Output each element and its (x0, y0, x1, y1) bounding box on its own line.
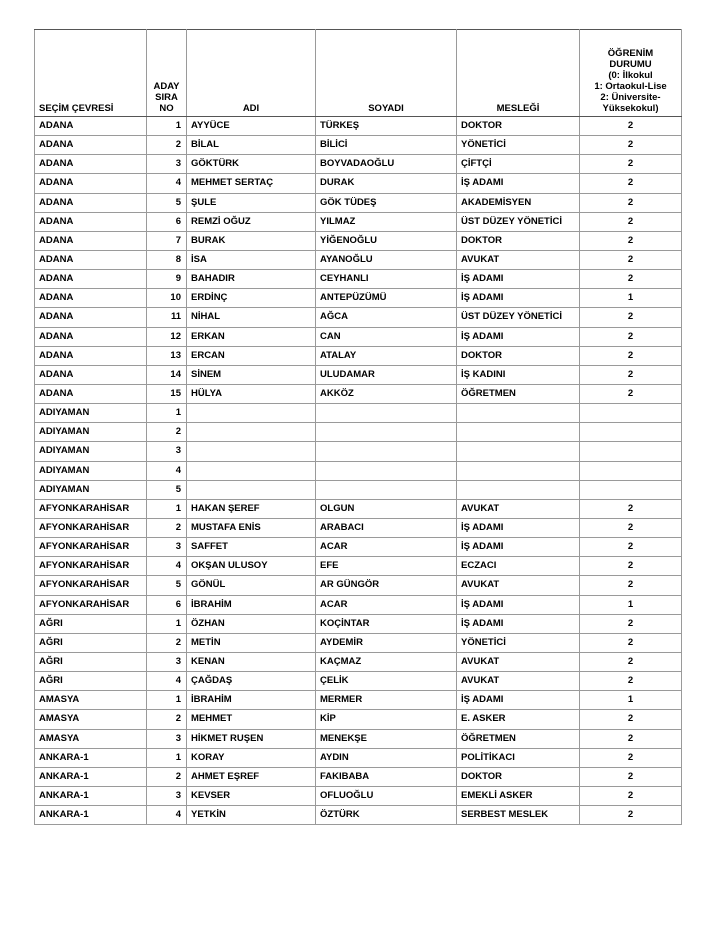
cell-sira-no: 2 (147, 136, 187, 155)
cell-sira-no: 2 (147, 423, 187, 442)
cell-ogrenim-durumu: 2 (580, 538, 682, 557)
table-row (35, 193, 682, 212)
header-ogrenim-line: 2: Üniversite- (600, 92, 661, 103)
cell-meslegi: İŞ ADAMI (457, 538, 580, 557)
cell-secim-cevresi: ANKARA-1 (35, 786, 147, 805)
cell-adi: AYYÜCE (187, 117, 316, 136)
cell-meslegi: YÖNETİCİ (457, 136, 580, 155)
cell-soyadi: ULUDAMAR (316, 365, 457, 384)
cell-meslegi: EMEKLİ ASKER (457, 786, 580, 805)
cell-secim-cevresi: ADIYAMAN (35, 480, 147, 499)
table-row (35, 289, 682, 308)
cell-ogrenim-durumu: 2 (580, 710, 682, 729)
cell-ogrenim-durumu: 2 (580, 633, 682, 652)
cell-adi: OKŞAN ULUSOY (187, 557, 316, 576)
cell-secim-cevresi: AMASYA (35, 691, 147, 710)
cell-soyadi: YILMAZ (316, 212, 457, 231)
cell-meslegi: DOKTOR (457, 767, 580, 786)
cell-ogrenim-durumu: 2 (580, 576, 682, 595)
cell-sira-no: 11 (147, 308, 187, 327)
cell-soyadi: MERMER (316, 691, 457, 710)
header-ogrenim-line: (0: İlkokul (608, 70, 653, 81)
cell-sira-no: 7 (147, 231, 187, 250)
cell-sira-no: 1 (147, 404, 187, 423)
cell-secim-cevresi: AFYONKARAHİSAR (35, 595, 147, 614)
table-row (35, 633, 682, 652)
cell-meslegi (457, 404, 580, 423)
cell-soyadi: ANTEPÜZÜMÜ (316, 289, 457, 308)
cell-meslegi: AKADEMİSYEN (457, 193, 580, 212)
cell-soyadi: OFLUOĞLU (316, 786, 457, 805)
cell-secim-cevresi: ADANA (35, 384, 147, 403)
header-soyadi: SOYADI (316, 30, 457, 117)
cell-meslegi: ÇİFTÇİ (457, 155, 580, 174)
cell-soyadi: KAÇMAZ (316, 652, 457, 671)
cell-adi: ŞULE (187, 193, 316, 212)
table-row (35, 231, 682, 250)
cell-adi: HÜLYA (187, 384, 316, 403)
cell-soyadi: BOYVADAOĞLU (316, 155, 457, 174)
cell-secim-cevresi: AMASYA (35, 729, 147, 748)
table-row (35, 767, 682, 786)
cell-adi: BAHADIR (187, 270, 316, 289)
cell-soyadi (316, 423, 457, 442)
cell-secim-cevresi: ADANA (35, 212, 147, 231)
table-row (35, 499, 682, 518)
cell-secim-cevresi: AĞRI (35, 652, 147, 671)
cell-meslegi: ÜST DÜZEY YÖNETİCİ (457, 212, 580, 231)
cell-secim-cevresi: ANKARA-1 (35, 748, 147, 767)
cell-soyadi: AYANOĞLU (316, 250, 457, 269)
cell-secim-cevresi: ADANA (35, 174, 147, 193)
cell-sira-no: 3 (147, 729, 187, 748)
table-row (35, 691, 682, 710)
cell-ogrenim-durumu: 2 (580, 499, 682, 518)
candidate-table (34, 29, 682, 825)
table-row (35, 404, 682, 423)
table-row (35, 518, 682, 537)
cell-secim-cevresi: ADANA (35, 117, 147, 136)
cell-adi: GÖNÜL (187, 576, 316, 595)
header-aday-sira-no (147, 30, 187, 117)
table-row (35, 652, 682, 671)
cell-soyadi (316, 442, 457, 461)
table-row (35, 595, 682, 614)
cell-soyadi: ÖZTÜRK (316, 806, 457, 825)
cell-secim-cevresi: AFYONKARAHİSAR (35, 557, 147, 576)
cell-secim-cevresi: AFYONKARAHİSAR (35, 538, 147, 557)
cell-meslegi: ÖĞRETMEN (457, 384, 580, 403)
table-row (35, 250, 682, 269)
cell-meslegi: İŞ KADINI (457, 365, 580, 384)
cell-soyadi: AYDIN (316, 748, 457, 767)
cell-secim-cevresi: ADANA (35, 250, 147, 269)
cell-ogrenim-durumu: 2 (580, 250, 682, 269)
cell-ogrenim-durumu: 2 (580, 557, 682, 576)
cell-secim-cevresi: ADANA (35, 308, 147, 327)
cell-adi: SİNEM (187, 365, 316, 384)
cell-meslegi: SERBEST MESLEK (457, 806, 580, 825)
table-row (35, 614, 682, 633)
cell-secim-cevresi: AFYONKARAHİSAR (35, 499, 147, 518)
cell-meslegi (457, 461, 580, 480)
table-row (35, 461, 682, 480)
cell-secim-cevresi: ADANA (35, 193, 147, 212)
cell-soyadi: AKKÖZ (316, 384, 457, 403)
cell-adi: YETKİN (187, 806, 316, 825)
cell-soyadi: AYDEMİR (316, 633, 457, 652)
cell-sira-no: 3 (147, 442, 187, 461)
cell-ogrenim-durumu: 2 (580, 748, 682, 767)
header-secim-cevresi: SEÇİM ÇEVRESİ (35, 30, 147, 117)
cell-soyadi: KOÇİNTAR (316, 614, 457, 633)
cell-ogrenim-durumu: 2 (580, 806, 682, 825)
cell-sira-no: 5 (147, 480, 187, 499)
table-row (35, 174, 682, 193)
table-row (35, 155, 682, 174)
table-row (35, 806, 682, 825)
cell-secim-cevresi: AĞRI (35, 633, 147, 652)
cell-secim-cevresi: AĞRI (35, 614, 147, 633)
cell-sira-no: 2 (147, 767, 187, 786)
cell-ogrenim-durumu (580, 442, 682, 461)
cell-adi: İBRAHİM (187, 595, 316, 614)
cell-soyadi: BİLİCİ (316, 136, 457, 155)
cell-secim-cevresi: ANKARA-1 (35, 806, 147, 825)
cell-meslegi: ÖĞRETMEN (457, 729, 580, 748)
cell-meslegi: AVUKAT (457, 652, 580, 671)
cell-meslegi (457, 480, 580, 499)
cell-sira-no: 12 (147, 327, 187, 346)
cell-adi: İSA (187, 250, 316, 269)
cell-soyadi (316, 480, 457, 499)
cell-adi: BİLAL (187, 136, 316, 155)
cell-ogrenim-durumu (580, 423, 682, 442)
cell-secim-cevresi: AFYONKARAHİSAR (35, 518, 147, 537)
cell-sira-no: 4 (147, 461, 187, 480)
cell-ogrenim-durumu: 2 (580, 767, 682, 786)
cell-sira-no: 2 (147, 518, 187, 537)
table-row (35, 136, 682, 155)
cell-soyadi: ATALAY (316, 346, 457, 365)
cell-adi: NİHAL (187, 308, 316, 327)
cell-ogrenim-durumu: 2 (580, 308, 682, 327)
table-row (35, 576, 682, 595)
cell-soyadi: ÇELİK (316, 672, 457, 691)
cell-ogrenim-durumu: 2 (580, 346, 682, 365)
cell-sira-no: 1 (147, 499, 187, 518)
cell-sira-no: 3 (147, 786, 187, 805)
cell-adi: HİKMET RUŞEN (187, 729, 316, 748)
cell-sira-no: 5 (147, 193, 187, 212)
cell-adi: ERCAN (187, 346, 316, 365)
cell-ogrenim-durumu: 1 (580, 691, 682, 710)
table-row (35, 748, 682, 767)
cell-adi (187, 423, 316, 442)
cell-meslegi: İŞ ADAMI (457, 327, 580, 346)
cell-sira-no: 10 (147, 289, 187, 308)
cell-adi: MEHMET SERTAÇ (187, 174, 316, 193)
cell-ogrenim-durumu: 2 (580, 652, 682, 671)
cell-ogrenim-durumu: 2 (580, 193, 682, 212)
table-row (35, 212, 682, 231)
cell-secim-cevresi: ANKARA-1 (35, 767, 147, 786)
table-row (35, 270, 682, 289)
cell-meslegi (457, 442, 580, 461)
cell-adi: KEVSER (187, 786, 316, 805)
cell-adi: KORAY (187, 748, 316, 767)
cell-ogrenim-durumu: 2 (580, 117, 682, 136)
table-row (35, 557, 682, 576)
cell-adi: SAFFET (187, 538, 316, 557)
cell-meslegi: YÖNETİCİ (457, 633, 580, 652)
cell-sira-no: 8 (147, 250, 187, 269)
cell-soyadi (316, 404, 457, 423)
table-row (35, 710, 682, 729)
cell-soyadi: ACAR (316, 538, 457, 557)
cell-sira-no: 3 (147, 652, 187, 671)
table-row (35, 308, 682, 327)
cell-meslegi: DOKTOR (457, 346, 580, 365)
header-ogrenim-durumu (580, 30, 682, 117)
table-row (35, 423, 682, 442)
candidate-table-container (34, 29, 681, 825)
cell-adi: ERKAN (187, 327, 316, 346)
cell-soyadi: OLGUN (316, 499, 457, 518)
table-header-row (35, 30, 682, 117)
table-row (35, 480, 682, 499)
cell-sira-no: 1 (147, 614, 187, 633)
cell-secim-cevresi: ADANA (35, 136, 147, 155)
cell-ogrenim-durumu: 2 (580, 672, 682, 691)
cell-sira-no: 6 (147, 212, 187, 231)
cell-secim-cevresi: ADANA (35, 155, 147, 174)
cell-soyadi: CEYHANLI (316, 270, 457, 289)
cell-ogrenim-durumu: 2 (580, 155, 682, 174)
cell-meslegi: AVUKAT (457, 576, 580, 595)
cell-soyadi: YİĞENOĞLU (316, 231, 457, 250)
table-row (35, 729, 682, 748)
cell-sira-no: 13 (147, 346, 187, 365)
cell-soyadi: EFE (316, 557, 457, 576)
cell-secim-cevresi: ADIYAMAN (35, 461, 147, 480)
cell-secim-cevresi: ADANA (35, 327, 147, 346)
cell-sira-no: 1 (147, 748, 187, 767)
cell-meslegi: İŞ ADAMI (457, 691, 580, 710)
cell-soyadi: FAKIBABA (316, 767, 457, 786)
cell-meslegi: İŞ ADAMI (457, 174, 580, 193)
cell-sira-no: 5 (147, 576, 187, 595)
cell-secim-cevresi: ADANA (35, 346, 147, 365)
cell-meslegi: İŞ ADAMI (457, 270, 580, 289)
cell-ogrenim-durumu: 1 (580, 289, 682, 308)
cell-adi: GÖKTÜRK (187, 155, 316, 174)
cell-sira-no: 4 (147, 806, 187, 825)
cell-adi: REMZİ OĞUZ (187, 212, 316, 231)
cell-ogrenim-durumu: 2 (580, 212, 682, 231)
cell-meslegi: İŞ ADAMI (457, 518, 580, 537)
header-ogrenim-line: Yüksekokul) (602, 103, 659, 114)
cell-adi: HAKAN ŞEREF (187, 499, 316, 518)
cell-secim-cevresi: ADIYAMAN (35, 442, 147, 461)
table-row (35, 346, 682, 365)
cell-meslegi: POLİTİKACI (457, 748, 580, 767)
cell-sira-no: 3 (147, 538, 187, 557)
header-aday-sira-no-line: NO (159, 103, 174, 114)
cell-meslegi: AVUKAT (457, 672, 580, 691)
cell-ogrenim-durumu: 2 (580, 174, 682, 193)
header-aday-sira-no-line: SIRA (155, 92, 178, 103)
cell-soyadi: AR GÜNGÖR (316, 576, 457, 595)
cell-sira-no: 3 (147, 155, 187, 174)
cell-meslegi (457, 423, 580, 442)
header-adi: ADI (187, 30, 316, 117)
table-row (35, 538, 682, 557)
header-aday-sira-no-line: ADAY (153, 81, 180, 92)
cell-adi (187, 480, 316, 499)
table-row (35, 327, 682, 346)
table-row (35, 786, 682, 805)
cell-secim-cevresi: AMASYA (35, 710, 147, 729)
cell-adi: ÖZHAN (187, 614, 316, 633)
cell-adi: MEHMET (187, 710, 316, 729)
cell-sira-no: 9 (147, 270, 187, 289)
cell-meslegi: ECZACI (457, 557, 580, 576)
header-ogrenim-line: 1: Ortaokul-Lise (594, 81, 667, 92)
cell-adi: ÇAĞDAŞ (187, 672, 316, 691)
header-meslegi: MESLEĞİ (457, 30, 580, 117)
cell-soyadi: TÜRKEŞ (316, 117, 457, 136)
cell-sira-no: 1 (147, 691, 187, 710)
cell-ogrenim-durumu: 1 (580, 595, 682, 614)
cell-ogrenim-durumu: 2 (580, 327, 682, 346)
cell-soyadi: ACAR (316, 595, 457, 614)
cell-soyadi: GÖK TÜDEŞ (316, 193, 457, 212)
cell-sira-no: 6 (147, 595, 187, 614)
cell-adi (187, 442, 316, 461)
header-ogrenim-line: DURUMU (609, 59, 652, 70)
cell-adi: METİN (187, 633, 316, 652)
cell-sira-no: 2 (147, 710, 187, 729)
cell-meslegi: İŞ ADAMI (457, 614, 580, 633)
cell-adi (187, 404, 316, 423)
header-ogrenim-line: ÖĞRENİM (607, 48, 654, 59)
cell-secim-cevresi: ADANA (35, 289, 147, 308)
cell-sira-no: 2 (147, 633, 187, 652)
cell-secim-cevresi: ADIYAMAN (35, 404, 147, 423)
cell-ogrenim-durumu: 2 (580, 270, 682, 289)
cell-meslegi: ÜST DÜZEY YÖNETİCİ (457, 308, 580, 327)
cell-ogrenim-durumu: 2 (580, 365, 682, 384)
cell-soyadi: MENEKŞE (316, 729, 457, 748)
cell-adi: ERDİNÇ (187, 289, 316, 308)
cell-sira-no: 15 (147, 384, 187, 403)
table-row (35, 442, 682, 461)
cell-meslegi: DOKTOR (457, 231, 580, 250)
cell-adi (187, 461, 316, 480)
cell-sira-no: 4 (147, 557, 187, 576)
cell-sira-no: 1 (147, 117, 187, 136)
cell-ogrenim-durumu: 2 (580, 136, 682, 155)
cell-soyadi: KİP (316, 710, 457, 729)
table-row (35, 365, 682, 384)
cell-adi: MUSTAFA ENİS (187, 518, 316, 537)
cell-meslegi: AVUKAT (457, 250, 580, 269)
cell-meslegi: İŞ ADAMI (457, 289, 580, 308)
cell-secim-cevresi: ADIYAMAN (35, 423, 147, 442)
cell-meslegi: AVUKAT (457, 499, 580, 518)
cell-adi: AHMET EŞREF (187, 767, 316, 786)
cell-sira-no: 4 (147, 174, 187, 193)
table-row (35, 384, 682, 403)
cell-meslegi: İŞ ADAMI (457, 595, 580, 614)
cell-adi: İBRAHİM (187, 691, 316, 710)
cell-adi: KENAN (187, 652, 316, 671)
cell-ogrenim-durumu (580, 461, 682, 480)
cell-ogrenim-durumu (580, 480, 682, 499)
cell-ogrenim-durumu: 2 (580, 231, 682, 250)
cell-ogrenim-durumu: 2 (580, 729, 682, 748)
cell-secim-cevresi: ADANA (35, 231, 147, 250)
cell-meslegi: E. ASKER (457, 710, 580, 729)
cell-secim-cevresi: ADANA (35, 365, 147, 384)
cell-ogrenim-durumu: 2 (580, 786, 682, 805)
cell-meslegi: DOKTOR (457, 117, 580, 136)
table-row (35, 117, 682, 136)
cell-sira-no: 14 (147, 365, 187, 384)
cell-ogrenim-durumu: 2 (580, 384, 682, 403)
cell-ogrenim-durumu: 2 (580, 518, 682, 537)
cell-soyadi: DURAK (316, 174, 457, 193)
table-row (35, 672, 682, 691)
cell-soyadi: AĞCA (316, 308, 457, 327)
cell-secim-cevresi: ADANA (35, 270, 147, 289)
cell-soyadi (316, 461, 457, 480)
cell-ogrenim-durumu: 2 (580, 614, 682, 633)
cell-adi: BURAK (187, 231, 316, 250)
cell-secim-cevresi: AĞRI (35, 672, 147, 691)
cell-ogrenim-durumu (580, 404, 682, 423)
cell-sira-no: 4 (147, 672, 187, 691)
cell-soyadi: CAN (316, 327, 457, 346)
cell-secim-cevresi: AFYONKARAHİSAR (35, 576, 147, 595)
cell-soyadi: ARABACI (316, 518, 457, 537)
